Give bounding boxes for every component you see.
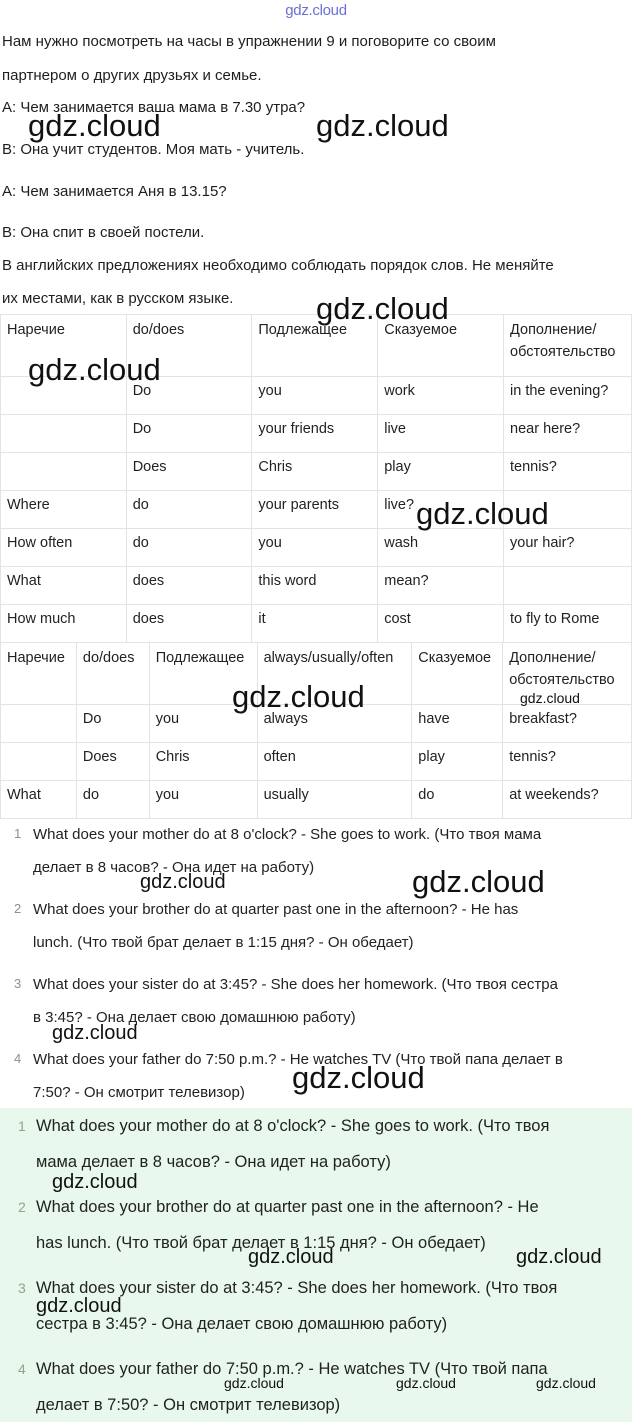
- table-cell: often: [257, 743, 412, 781]
- word-order-table-2: [0, 642, 632, 819]
- table-cell: your friends: [252, 415, 378, 453]
- table-cell: Do: [126, 377, 252, 415]
- table-cell: do: [76, 781, 149, 819]
- table-cell: live?: [378, 491, 504, 529]
- watermark: gdz.cloud: [292, 1060, 425, 1095]
- table-cell: How often: [1, 529, 127, 567]
- table-cell: Where: [1, 491, 127, 529]
- table-header-cell: Подлежащее: [149, 643, 257, 705]
- table-row: [1, 453, 632, 491]
- watermark: gdz.cloud: [248, 1246, 334, 1268]
- table-cell: do: [126, 491, 252, 529]
- table-header-cell: Сказуемое: [412, 643, 503, 705]
- table-cell: you: [149, 705, 257, 743]
- watermark: gdz.cloud: [224, 1375, 284, 1391]
- list-text: What does your father do 7:50 p.m.? - He watches TV (Что твой папа делает в 7:50? - Он смотрит телевизор): [36, 1360, 548, 1414]
- rule-line-1: В английских предложениях необходимо соблюдать порядок слов. Не меняйте: [2, 257, 554, 274]
- table-cell: Do: [126, 415, 252, 453]
- table-cell: does: [126, 605, 252, 643]
- table-cell: your hair?: [504, 529, 632, 567]
- list-text: What does your brother do at quarter past one in the afternoon? - He has lunch. (Что твой брат делает в 1:15 дня? - Он обедает): [36, 1198, 539, 1252]
- table-cell: have: [412, 705, 503, 743]
- list-text: What does your sister do at 3:45? - She does her homework. (Что твоя сестра в 3:45? - Она делает свою домашнюю работу): [33, 976, 558, 1026]
- table-cell: breakfast?: [503, 705, 632, 743]
- table-header-cell: do/does: [76, 643, 149, 705]
- list-number: 3: [14, 976, 22, 991]
- table-header-cell: Наречие: [1, 315, 127, 377]
- list-number: 2: [14, 901, 22, 916]
- list-text: What does your sister do at 3:45? - She does her homework. (Что твоя сестра в 3:45? - Она делает свою домашнюю работу): [36, 1279, 558, 1333]
- watermark: gdz.cloud: [232, 679, 365, 714]
- table-cell: Chris: [252, 453, 378, 491]
- table-cell: How much: [1, 605, 127, 643]
- table-cell: mean?: [378, 567, 504, 605]
- table-header-cell: do/does: [126, 315, 252, 377]
- table-cell: you: [252, 529, 378, 567]
- dialog-a2: A: Чем занимается Аня в 13.15?: [2, 183, 227, 200]
- table-header-cell: always/usually/often: [257, 643, 412, 705]
- dialog-b2: B: Она спит в своей постели.: [2, 224, 205, 241]
- dialog-a1: A: Чем занимается ваша мама в 7.30 утра?: [2, 99, 306, 116]
- rule-line-2: их местами, как в русском языке.: [2, 290, 234, 307]
- table-cell: live: [378, 415, 504, 453]
- table-row: [1, 781, 632, 819]
- table-cell: always: [257, 705, 412, 743]
- table-row: [1, 605, 632, 643]
- table-cell: near here?: [504, 415, 632, 453]
- table-header-cell: Дополнение/ обстоятельство: [504, 315, 632, 377]
- table-cell: your parents: [252, 491, 378, 529]
- table-header-cell: Дополнение/ обстоятельство: [503, 643, 632, 705]
- list-text: What does your father do 7:50 p.m.? - He watches TV (Что твой папа делает в 7:50? - Он смотрит телевизор): [33, 1051, 563, 1101]
- list-number: 1: [18, 1118, 26, 1134]
- list-text: What does your brother do at quarter past one in the afternoon? - He has lunch. (Что твой брат делает в 1:15 дня? - Он обедает): [33, 901, 519, 951]
- table-cell: tennis?: [503, 743, 632, 781]
- watermark: gdz.cloud: [516, 1246, 602, 1268]
- watermark: gdz.cloud: [36, 1295, 122, 1317]
- table-cell: What: [1, 781, 77, 819]
- table-cell: [1, 453, 127, 491]
- watermark: gdz.cloud: [140, 871, 226, 893]
- table-cell: Chris: [149, 743, 257, 781]
- table-cell: in the evening?: [504, 377, 632, 415]
- table-cell: it: [252, 605, 378, 643]
- table-cell: What: [1, 567, 127, 605]
- list-text: What does your mother do at 8 o'clock? - She goes to work. (Что твоя мама делает в 8 часов? - Она идет на работу): [36, 1117, 550, 1171]
- table-row: [1, 415, 632, 453]
- table-cell: you: [149, 781, 257, 819]
- table-cell: cost: [378, 605, 504, 643]
- watermark: gdz.cloud: [316, 291, 449, 326]
- watermark: gdz.cloud: [316, 108, 449, 143]
- table-cell: usually: [257, 781, 412, 819]
- intro-line-1: Нам нужно посмотреть на часы в упражнении 9 и поговорите со своим: [2, 33, 496, 50]
- watermark: gdz.cloud: [520, 690, 580, 706]
- table-cell: does: [126, 567, 252, 605]
- table-cell: Does: [126, 453, 252, 491]
- table-cell: wash: [378, 529, 504, 567]
- table-cell: play: [412, 743, 503, 781]
- table-row: [1, 529, 632, 567]
- list-number: 2: [18, 1199, 26, 1215]
- intro-line-2: партнером о других друзьях и семье.: [2, 67, 262, 84]
- table-header-cell: Сказуемое: [378, 315, 504, 377]
- watermark: gdz.cloud: [416, 496, 549, 531]
- list-number: 3: [18, 1280, 26, 1296]
- table-cell: at weekends?: [503, 781, 632, 819]
- table-cell: [1, 415, 127, 453]
- table-header-cell: Подлежащее: [252, 315, 378, 377]
- table-cell: Do: [76, 705, 149, 743]
- watermark: gdz.cloud: [412, 864, 545, 899]
- table-cell: this word: [252, 567, 378, 605]
- table-cell: do: [126, 529, 252, 567]
- table-cell: do: [412, 781, 503, 819]
- table-cell: to fly to Rome: [504, 605, 632, 643]
- top-watermark: gdz.cloud: [285, 2, 347, 19]
- table-header-cell: Наречие: [1, 643, 77, 705]
- table-cell: [504, 567, 632, 605]
- watermark: gdz.cloud: [52, 1171, 138, 1193]
- table-cell: work: [378, 377, 504, 415]
- watermark: gdz.cloud: [52, 1022, 138, 1044]
- table-row: [1, 743, 632, 781]
- watermark: gdz.cloud: [536, 1375, 596, 1391]
- table-cell: play: [378, 453, 504, 491]
- table-cell: Does: [76, 743, 149, 781]
- watermark: gdz.cloud: [28, 352, 161, 387]
- watermark: gdz.cloud: [396, 1375, 456, 1391]
- dialog-b1: B: Она учит студентов. Моя мать - учитель.: [2, 141, 305, 158]
- table-row: [1, 567, 632, 605]
- table-cell: [1, 743, 77, 781]
- list-number: 4: [18, 1361, 26, 1377]
- table-cell: tennis?: [504, 453, 632, 491]
- list-text: What does your mother do at 8 o'clock? - She goes to work. (Что твоя мама делает в 8 часов? - Она идет на работу): [33, 826, 542, 876]
- table-cell: you: [252, 377, 378, 415]
- list-number: 1: [14, 826, 22, 841]
- table-cell: [1, 705, 77, 743]
- list-number: 4: [14, 1051, 22, 1066]
- watermark: gdz.cloud: [28, 108, 161, 143]
